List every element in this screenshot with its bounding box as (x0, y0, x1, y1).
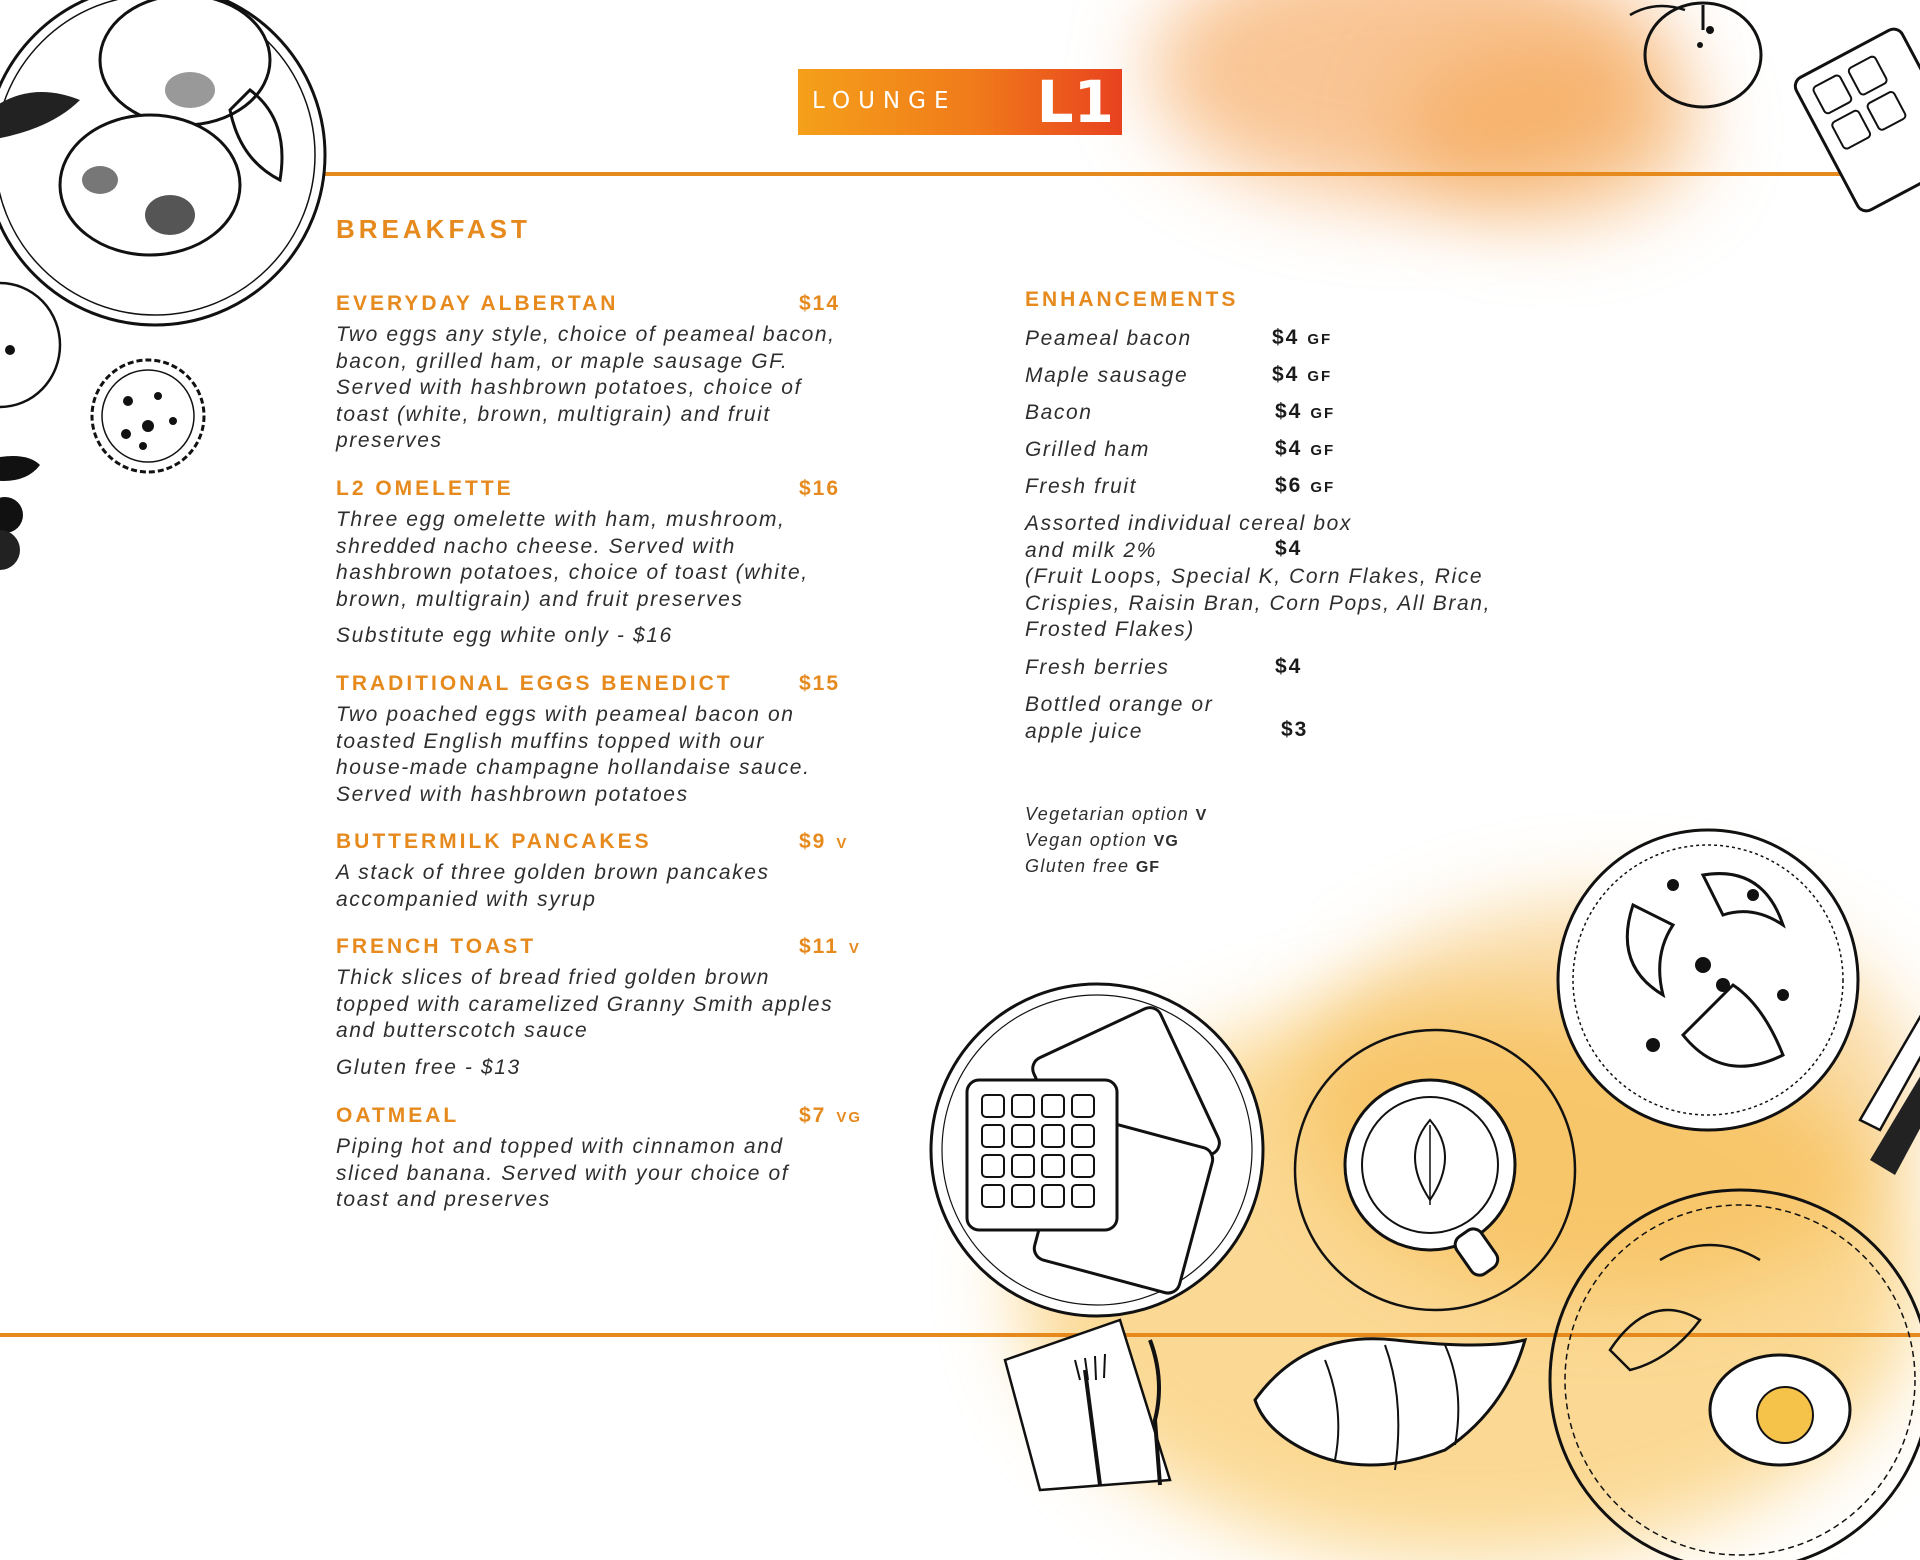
item-price: $9 V (799, 830, 849, 853)
menu-item (336, 1104, 896, 1214)
item-name: L2 OMELETTE $16 (336, 477, 841, 500)
description-line: and butterscotch sauce (336, 1019, 589, 1042)
enhancement-line: Peameal bacon (1025, 327, 1192, 350)
legend-code: VG (1153, 833, 1179, 850)
enhancement-item (1025, 511, 1491, 644)
enhancement-price: $4 GF (1275, 437, 1336, 460)
legend-code: V (1195, 807, 1208, 824)
muffin-illustration (0, 290, 75, 410)
item-price: $14 (799, 292, 841, 315)
enhancement-line: Assorted individual cereal box (1025, 512, 1352, 535)
description-line: shredded nacho cheese. Served with (336, 534, 736, 558)
logo-text: LOUNGE (812, 88, 957, 114)
description-line: toast (white, brown, multigrain) and fruit (336, 402, 771, 426)
item-description (336, 860, 896, 913)
asparagus-illustration (1840, 1000, 1920, 1180)
description-line: Two eggs any style, choice of peameal bacon, (336, 323, 836, 346)
dietary-tag: VG (836, 1109, 863, 1126)
enhancement-line: Crispies, Raisin Bran, Corn Pops, All Bran, (1025, 591, 1492, 615)
item-name: OATMEAL $7 VG (336, 1104, 863, 1127)
legend-row (1025, 804, 1207, 825)
dietary-tag: GF (1310, 479, 1336, 496)
item-name: EVERYDAY ALBERTAN $14 (336, 292, 841, 315)
item-price: $15 (799, 672, 841, 695)
item-description (336, 507, 896, 613)
item-price: $11 V (799, 935, 861, 958)
enhancement-line: and milk 2% (1025, 538, 1157, 562)
item-price: $7 VG (799, 1104, 863, 1127)
description-line: house-made champagne hollandaise sauce. (336, 756, 811, 779)
enhancement-line: Bacon (1025, 401, 1093, 424)
description-line: bacon, grilled ham, or maple sausage GF. (336, 349, 789, 373)
dietary-tag: GF (1307, 331, 1333, 348)
pastry-plate-illustration (0, 0, 330, 310)
description-line: accompanied with syrup (336, 887, 597, 911)
description-line: A stack of three golden brown pancakes (336, 861, 770, 884)
enhancement-price: $3 (1281, 718, 1309, 741)
enhancement-item (1025, 655, 1170, 682)
description-line: Three egg omelette with ham, mushroom, (336, 508, 786, 531)
menu-item (336, 672, 896, 808)
dietary-tag: V (848, 940, 861, 957)
enhancement-item (1025, 437, 1150, 464)
legend-code: GF (1135, 859, 1161, 876)
legend-label: Vegetarian option (1025, 804, 1196, 824)
apple-illustration (1625, 0, 1775, 120)
enhancement-line: Fresh berries (1025, 656, 1170, 679)
menu-item (336, 935, 896, 1081)
dietary-tag: V (836, 835, 849, 852)
waffle-plate-illustration (927, 980, 1267, 1320)
description-line: Two poached eggs with peameal bacon on (336, 703, 795, 726)
enhancement-item (1025, 400, 1093, 427)
legend-row (1025, 856, 1160, 877)
dietary-tag: GF (1310, 405, 1336, 422)
legend-row (1025, 830, 1179, 851)
description-line: Thick slices of bread fried golden brown (336, 966, 771, 989)
item-note: Gluten free - $13 (336, 1055, 521, 1079)
croissant-illustration (1245, 1320, 1535, 1480)
description-line: toasted English muffins topped with our (336, 729, 765, 753)
enhancement-line: (Fruit Loops, Special K, Corn Flakes, Rice (1025, 565, 1484, 588)
item-note: Substitute egg white only - $16 (336, 624, 673, 647)
description-line: sliced banana. Served with your choice of (336, 1161, 790, 1185)
enhancement-price: $4 GF (1272, 326, 1333, 349)
enhancement-price: $4 (1275, 655, 1303, 678)
enhancements-title: ENHANCEMENTS (1025, 288, 1239, 311)
description-line: Piping hot and topped with cinnamon and (336, 1135, 784, 1158)
enhancement-line: Grilled ham (1025, 438, 1150, 461)
coffee-cup-illustration (1290, 1025, 1580, 1315)
dietary-tag: GF (1307, 368, 1333, 385)
fork-knife-illustration (1000, 1320, 1220, 1490)
description-line: topped with caramelized Granny Smith apples (336, 992, 834, 1016)
muffin-illustration (88, 356, 208, 476)
description-line: Served with hashbrown potatoes (336, 782, 689, 806)
fruit-bowl-illustration (1553, 825, 1863, 1135)
enhancement-line: Maple sausage (1025, 364, 1189, 387)
enhancement-line: Bottled orange or (1025, 693, 1214, 716)
description-line: toast and preserves (336, 1188, 551, 1211)
enhancement-price: $4 (1275, 537, 1303, 560)
enhancement-item (1025, 692, 1213, 745)
description-line: brown, multigrain) and fruit preserves (336, 587, 744, 611)
enhancement-price: $4 GF (1272, 363, 1333, 386)
item-description (336, 322, 896, 455)
description-line: preserves (336, 429, 443, 452)
enhancement-price: $6 GF (1275, 474, 1336, 497)
legend-label: Vegan option (1025, 830, 1154, 850)
item-name: BUTTERMILK PANCAKES $9 V (336, 830, 849, 853)
enhancement-line: apple juice (1025, 719, 1144, 743)
menu-item (336, 830, 896, 913)
enhancement-item (1025, 363, 1188, 390)
item-name: TRADITIONAL EGGS BENEDICT $15 (336, 672, 841, 695)
waffle-illustration (1800, 15, 1920, 215)
menu-item (336, 292, 896, 455)
lounge-logo (798, 69, 1122, 135)
enhancement-item (1025, 474, 1137, 501)
menu-item (336, 477, 896, 649)
enhancement-item (1025, 326, 1192, 353)
legend-label: Gluten free (1025, 856, 1136, 876)
description-line: hashbrown potatoes, choice of toast (white, (336, 561, 809, 584)
egg-plate-illustration (1540, 1170, 1920, 1470)
item-name: FRENCH TOAST $11 V (336, 935, 861, 958)
blackberry-illustration (0, 440, 55, 580)
description-line: Served with hashbrown potatoes, choice of (336, 376, 803, 399)
section-title: BREAKFAST (336, 214, 531, 244)
enhancement-line: Frosted Flakes) (1025, 618, 1195, 641)
dietary-tag: GF (1310, 442, 1336, 459)
item-description (336, 965, 896, 1045)
enhancement-price: $4 GF (1275, 400, 1336, 423)
item-price: $16 (799, 477, 841, 500)
enhancement-line: Fresh fruit (1025, 475, 1138, 498)
logo-mark: L1 (1036, 68, 1114, 136)
item-description (336, 1134, 896, 1214)
item-description (336, 702, 896, 808)
